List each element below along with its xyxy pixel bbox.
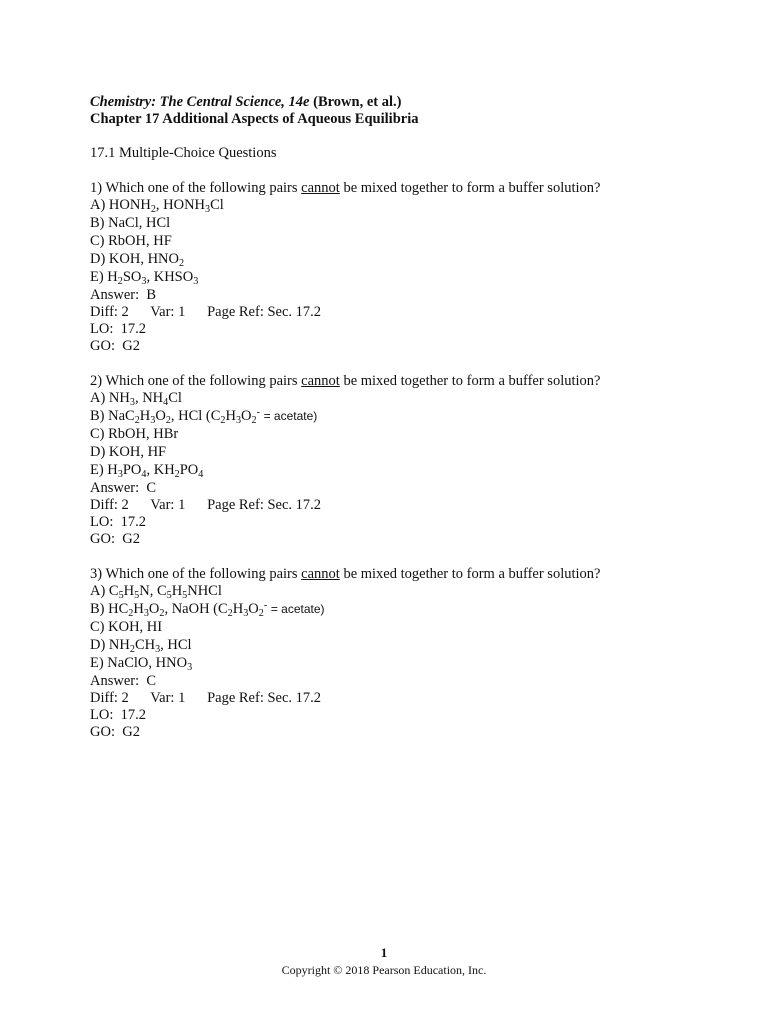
book-title: Chemistry: The Central Science, 14e <box>90 94 310 110</box>
page-number: 1 <box>380 945 388 960</box>
question-stem: 3) Which one of the following pairs cannot be mixed together to form a buffer solution? <box>90 566 601 582</box>
book-authors: (Brown, et al.) <box>309 94 402 110</box>
choice-e: E) $H_2SO_3$, $KHSO_3$ <box>90 269 199 287</box>
choice-d: D) $NH_2CH_3$, HCl <box>90 637 192 655</box>
lo-line: LO: 17.2 <box>90 321 146 337</box>
choice-e: E) NaClO, $HNO_3$ <box>90 655 193 673</box>
lo-line: LO: 17.2 <box>90 514 146 530</box>
question-stem: 1) Which one of the following pairs cannot be mixed together to form a buffer solution? <box>90 180 601 196</box>
document-page <box>90 94 730 741</box>
section-heading: 17.1 Multiple-Choice Questions <box>90 145 277 161</box>
choice-a: A) $NH_3$, $NH_4Cl$ <box>90 390 182 408</box>
question-3 <box>90 566 730 741</box>
copyright-notice: Copyright © 2018 Pearson Education, Inc. <box>281 963 487 977</box>
choice-c: C) RbOH, HBr <box>90 426 179 442</box>
diff-line: Diff: 2 Var: 1 Page Ref: Sec. 17.2 <box>90 690 322 706</box>
go-line: GO: G2 <box>90 338 140 354</box>
answer-line: Answer: C <box>90 673 157 689</box>
diff-line: Diff: 2 Var: 1 Page Ref: Sec. 17.2 <box>90 497 322 513</box>
go-line: GO: G2 <box>90 531 140 547</box>
choice-b: B) $NaC_2H_3O_2$, HCl ($C_2H_3O_2^-$ = acetate) <box>90 407 318 426</box>
question-stem: 2) Which one of the following pairs cannot be mixed together to form a buffer solution? <box>90 373 601 389</box>
answer-line: Answer: B <box>90 287 157 303</box>
chapter-title: Chapter 17 Additional Aspects of Aqueous Equilibria <box>90 111 419 127</box>
choice-d: D) KOH, $HNO_2$ <box>90 251 185 269</box>
choice-a: A) $HONH_2$, $HONH_3Cl$ <box>90 197 224 215</box>
question-1 <box>90 180 730 355</box>
choice-d: D) KOH, HF <box>90 444 167 460</box>
answer-line: Answer: C <box>90 480 157 496</box>
go-line: GO: G2 <box>90 724 140 740</box>
choice-b: B) NaCl, HCl <box>90 215 171 231</box>
book-line <box>90 94 730 111</box>
question-2 <box>90 373 730 548</box>
choice-c: C) RbOH, HF <box>90 233 172 249</box>
choice-c: C) KOH, HI <box>90 619 163 635</box>
choice-b: B) $HC_2H_3O_2$, NaOH ($C_2H_3O_2^-$ = acetate) <box>90 600 325 619</box>
lo-line: LO: 17.2 <box>90 707 146 723</box>
diff-line: Diff: 2 Var: 1 Page Ref: Sec. 17.2 <box>90 304 322 320</box>
choice-a: A) $C_5H_5N$, $C_5H_5NHCl$ <box>90 583 222 601</box>
choice-e: E) $H_3PO_4$, $KH_2PO_4$ <box>90 462 204 480</box>
